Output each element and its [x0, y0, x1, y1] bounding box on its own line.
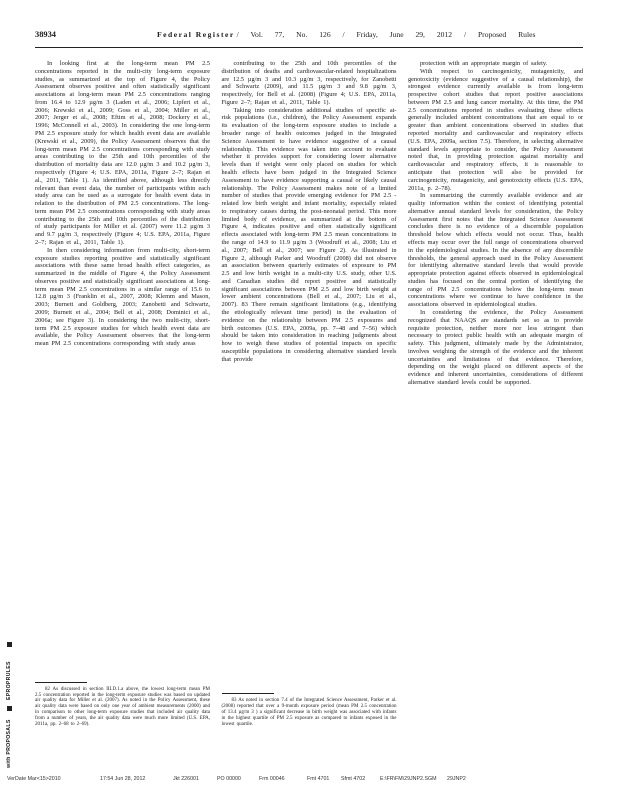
footer-sfmt: Sfmt 4702 — [341, 776, 366, 782]
paragraph: In considering the evidence, the Policy Assessment recognized that NAAQS are standards set so as to provide requisite protection, neither more nor less stringent than necessary to protect public health with an adequate margin of safety. This judgment, ultimately made by the Administrator, involves weighing the strength of the evidence and the inherent uncertainties and limitations of that evidence. Therefore, depending on the weight placed on different aspects of the evidence and inherent uncertainties, considerations of different alternative standard levels could be supported. — [408, 309, 583, 387]
column-2 — [222, 60, 397, 728]
footnote: 82 As discussed in section III.D.1.a above, the lowest long-term mean PM 2.5 concentration reported in the long-term exposure studies was based on updated air quality data for Miller et al. (2007). As noted in the Policy Assessment, these air quality data were based on only one year of ambient measurements (2000) and in comparison to other long-term exposure studies that included air quality data from a number of years, the air quality data were much more limited (U.S. EPA, 2011a, pp. 2–68 to 2–69). — [35, 686, 210, 728]
paragraph: In then considering information from multi-city, short-term exposure studies reporting positive and statistically significant associations with these same broad health effect categories, as summarized in the middle of Figure 4, the Policy Assessment observes positive and statistically significant associations at long-term mean PM 2.5 concentrations in a similar range of 15.6 to 12.8 µg/m 3 (Franklin et al., 2007, 2008; Klemm and Mason, 2003; Burnett and Goldberg, 2003; Zanobetti and Schwartz, 2009; Burnett et al., 2004; Bell et al., 2008; Dominici et al., 2006a; see Figure 3). In considering the two multi-city, short-term PM 2.5 exposure studies for which health event data are available, the Policy Assessment observes that the long-term mean PM 2.5 concentrations corresponding with study areas — [35, 246, 210, 348]
margin-mark — [7, 642, 12, 647]
issue-info: / Vol. 77, No. 126 / Friday, June 29, 2012 / Proposed Rules — [236, 30, 536, 39]
journal-name: Federal Register — [157, 30, 235, 39]
footer-code: 29JNP2 — [447, 776, 466, 782]
paragraph: With respect to carcinogenicity, mutagenicity, and genotoxicity (evidence suggestive of a causal relationship), the strongest evidence currently available is from long-term prospective cohort studies that report positive associations between PM 2.5 and lung cancer mortality. At this time, the PM 2.5 concentrations reported in studies evaluating these effects generally included ambient concentrations that are equal to or greater than ambient concentrations observed in studies that reported mortality and cardiovascular and respiratory effects (U.S. EPA, 2009a, section 7.5). Therefore, in selecting alternative standard levels appropriate to consider, the Policy Assessment noted that, in providing protection against mortality and cardiovascular and respiratory effects, it is reasonable to anticipate that protection will also be provided for carcinogenicity, mutagenicity, and genotoxicity effects (U.S. EPA, 2011a, p. 2–78). — [408, 67, 583, 192]
footnote: 83 As noted in section 7.4 of the Integrated Science Assessment, Parker et al. (2008) reported that over a 9-month exposure period (mean PM 2.5 concentration of 13.4 µg/m 3 ) a significant decrease in birth weight was associated with infants in the highest quartile of PM 2.5 exposure as compared to infants exposed in the lowest quartile. — [221, 698, 397, 728]
column-3 — [408, 60, 583, 728]
paragraph: In looking first at the long-term mean PM 2.5 concentrations reported in the multi-city long-term exposure studies, as summarized at the top of Figure 4, the Policy Assessment observes positive and often statistically significant associations at long-term mean PM 2.5 concentrations ranging from 16.4 to 12.9 µg/m 3 (Laden et al., 2006; Lipfert et al., 2006; Krewski et al., 2009; Goss et al., 2004; Miller et al., 2007; Jerger et al., 2008; Eftim et al., 2008; Dockery et al., 1996; McConnell et al., 2003). In considering the one long-term PM 2.5 exposure study for which health event data are available (Krewski et al., 2009), the Policy Assessment observes that the long-term mean PM 2.5 concentrations corresponding with study areas contributing to the 25th and 10th percentiles of the distribution of mortality data are 12.0 µg/m 3 and 10.2 µg/m 3, respectively (Figure 4; U.S. EPA, 2011a, Figure 2–7; Rajan et al., 2011, Table 1). As identified above, although less directly relevant than event data, the number of participants within each study area can be used as a surrogate for health event data in relation to the distribution of PM 2.5 concentrations. The long-term mean PM 2.5 concentrations corresponding with study areas contributing to the 25th and 10th percentiles of the distribution of study participants for Miller et al. (2007) were 11.2 µg/m 3 and 9.7 µg/m 3, respectively (Figure 4; U.S. EPA, 2011a, Figure 2–7; Rajan et al., 2011, Table 1). — [35, 60, 210, 246]
page-number: 38934 — [35, 30, 56, 39]
page-footer — [7, 776, 583, 786]
page-header — [35, 30, 583, 44]
footnotes — [222, 693, 397, 728]
footer-time: 17:54 Jun 28, 2012 — [100, 776, 146, 782]
paragraph: Taking into consideration additional studies of specific at-risk populations (i.e., children), the Policy Assessment expands its evaluation of the long-term exposure studies to include a broader range of health outcomes judged in the Integrated Science Assessment to have evidence suggestive of a causal relationship. This evidence was taken into account to evaluate whether it provides support for considering lower alternative levels than if weight were only placed on studies for which health effects have been judged in the Integrated Science Assessment to have evidence supporting a causal or likely causal relationship. The Policy Assessment makes note of a limited number of studies that provide emerging evidence for PM 2.5 -related low birth weight and infant mortality, especially related to respiratory causes during the post-neonatal period. This more limited body of evidence, as summarized at the bottom of Figure 4, indicates positive and often statistically significant effects associated with long-term PM 2.5 mean concentrations in the range of 14.9 to 11.9 µg/m 3 (Woodruff et al., 2008; Liu et al., 2007; Bell et al., 2007; see Figure 2). As illustrated in Figure 2, although Parker and Woodruff (2008) did not observe an association between quarterly estimates of exposure to PM 2.5 and low birth weight in a multi-city U.S. study, other U.S. and Canadian studies did report positive and statistically significant associations between PM 2.5 and low birth weight at lower ambient concentrations (Bell et al., 2007; Liu et al., 2007). 83 There remain significant limitations (e.g., identifying the etiologically relevant time period) in the evaluation of evidence on the relationship between PM 2.5 exposures and birth outcomes (U.S. EPA, 2009a, pp. 7–48 and 7–56) which should be taken into consideration in reaching judgments about how to weigh these studies of potential impacts on specific susceptible populations in considering alternative standard levels that provide — [221, 106, 397, 363]
footnotes — [35, 682, 210, 728]
footer-frm: Frm 00046 — [259, 776, 285, 782]
footnote-rule — [35, 682, 87, 683]
header-rule — [35, 47, 583, 48]
paragraph: protection with an appropriate margin of safety. — [420, 60, 548, 67]
footer-jkt: Jkt 226001 — [173, 776, 199, 782]
text-columns — [35, 60, 583, 728]
column-1 — [35, 60, 210, 728]
margin-label-proposals: with PROPOSALS — [6, 719, 12, 768]
header-citation — [157, 30, 535, 39]
margin-mark — [7, 706, 12, 711]
paragraph: contributing to the 25th and 10th percentiles of the distribution of deaths and cardiovascular-related hospitalizations are 12.5 µg/m 3 and 10.3 µg/m 3, respectively, for Zanobetti and Schwartz (2009), and 11.5 µg/m 3 and 9.8 µg/m 3, respectively, for Bell et al. (2008) (Figure 4; U.S. EPA, 2011a, Figure 2–7; Rajan et al., 2011, Table 1). — [221, 60, 397, 106]
footer-po: PO 00000 — [217, 776, 241, 782]
margin-label-eproprules: EPROPRULES — [6, 661, 12, 700]
footer-file: E:\FR\FM\29JNP2.SGM — [380, 776, 437, 782]
margin-labels — [5, 640, 15, 770]
footer-verdate: VerDate Mar<15>2010 — [7, 776, 61, 782]
footnote-rule — [222, 693, 274, 694]
footer-fmt: Fmt 4701 — [307, 776, 330, 782]
paragraph: In summarizing the currently available evidence and air quality information within the context of identifying potential alternative annual standard levels for consideration, the Policy Assessment first notes that the Integrated Science Assessment concludes there is no evidence of a discernible population threshold below which effects would not occur. Thus, health effects may occur over the full range of concentrations observed in the epidemiological studies. In the absence of any discernible thresholds, the general approach used in the Policy Assessment for identifying alternative standard levels that would provide appropriate protection against effects observed in epidemiological studies has focused on the central portion of identifying the range of PM 2.5 concentrations below the long-term mean concentrations where we continue to have confidence in the associations observed in epidemiological studies. — [408, 192, 583, 309]
